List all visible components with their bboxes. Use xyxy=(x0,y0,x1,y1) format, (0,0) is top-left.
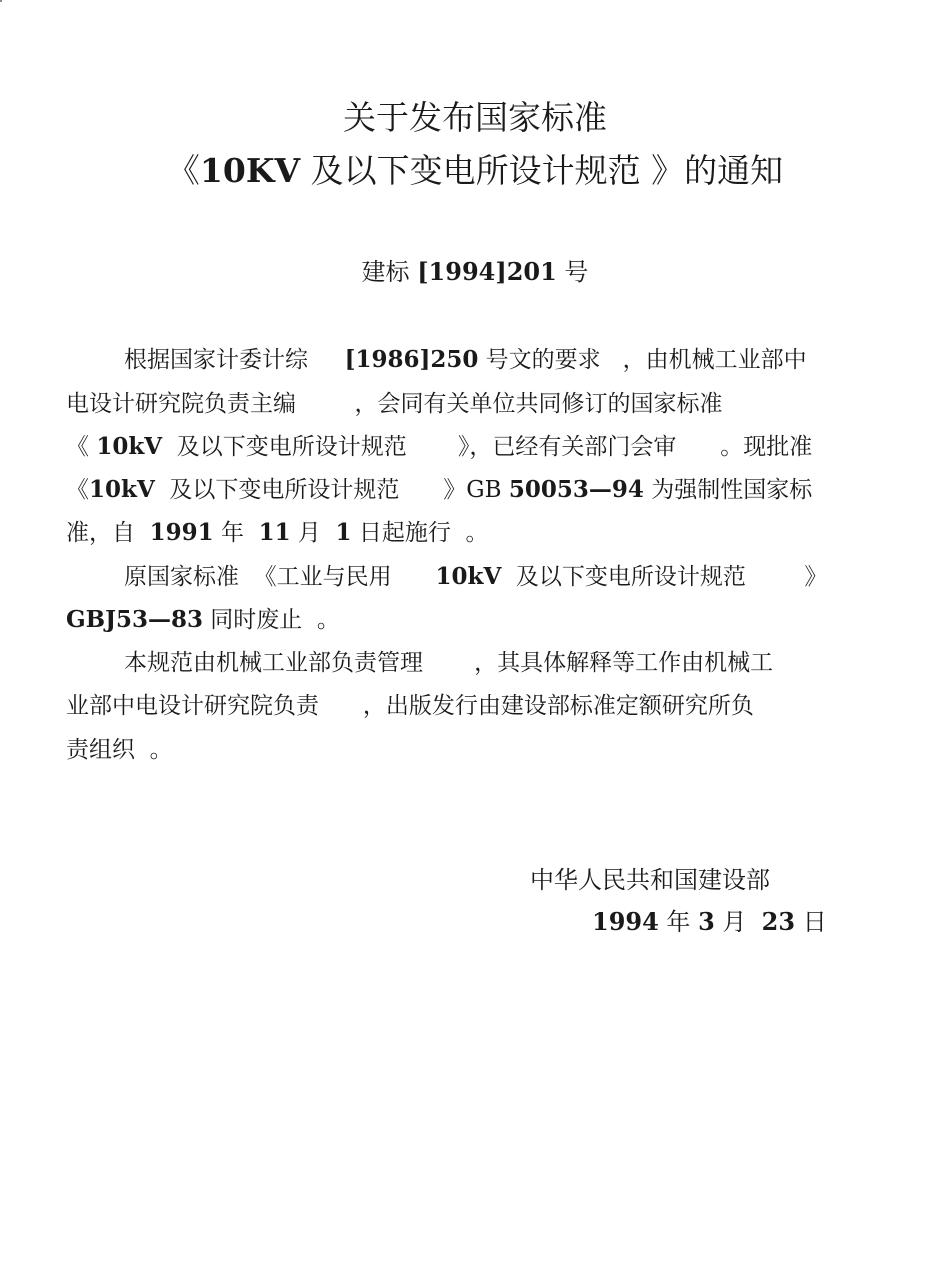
date-year: 1994 xyxy=(592,907,659,936)
text-span: 《 xyxy=(66,477,89,503)
voltage-text: 10kV xyxy=(96,433,163,460)
voltage-text: 10kV xyxy=(435,563,502,590)
paragraph-2-line-1 xyxy=(124,561,884,593)
title-rest: 及以下变电所设计规范 》的通知 xyxy=(300,151,784,190)
docno-number: [1994]201 xyxy=(417,257,557,286)
paragraph-1-line-1 xyxy=(124,344,884,376)
text-span: 根据国家计委计综 xyxy=(124,347,345,373)
voltage-text: 10kV xyxy=(89,476,155,503)
text-span: 日起施行 。 xyxy=(351,520,489,546)
paragraph-2-line-2 xyxy=(66,604,886,636)
issue-date xyxy=(592,906,827,938)
text-span: 准，自 xyxy=(66,520,150,546)
paragraph-1-line-5 xyxy=(66,517,886,549)
effective-year: 1991 xyxy=(149,519,214,546)
text-span: 年 xyxy=(213,520,259,546)
effective-month: 11 xyxy=(258,519,291,546)
docno-suffix: 号 xyxy=(556,258,589,286)
text-span: 月 xyxy=(714,908,762,936)
old-standard-code: GBJ53—83 xyxy=(66,606,203,633)
text-span: 原国家标准 《工业与民用 xyxy=(124,564,436,590)
ref-number: [1986]250 xyxy=(344,346,479,373)
paragraph-3-line-1: 本规范由机械工业部负责管理 ，其具体解释等工作由机械工 xyxy=(124,650,774,676)
text-span: 月 xyxy=(290,520,336,546)
title-line-2 xyxy=(0,151,950,191)
paragraph-1-line-3 xyxy=(66,431,886,463)
paragraph-3-line-3: 责组织 。 xyxy=(66,737,173,763)
paragraph-1-line-2: 电设计研究院负责主编 ，会同有关单位共同修订的国家标准 xyxy=(66,391,723,417)
standard-code: 50053—94 xyxy=(508,476,644,503)
document-number xyxy=(0,255,950,289)
paragraph-1-line-4 xyxy=(66,474,886,506)
date-month: 3 xyxy=(698,907,715,936)
issuing-organization: 中华人民共和国建设部 xyxy=(530,866,770,894)
text-span: 及以下变电所设计规范 》，已经有关部门会审 。现批准 xyxy=(162,434,813,460)
text-span: 为强制性国家标 xyxy=(643,477,813,503)
text-span: 及以下变电所设计规范 》 xyxy=(501,564,828,590)
text-span: 日 xyxy=(795,908,827,936)
text-span: 及以下变电所设计规范 》GB xyxy=(154,477,509,503)
title-voltage: 10KV xyxy=(199,151,301,190)
effective-day: 1 xyxy=(335,519,352,546)
text-span: 《 xyxy=(66,434,97,460)
title-line-1: 关于发布国家标准 xyxy=(343,98,607,137)
text-span: 号文的要求 ，由机械工业部中 xyxy=(478,347,807,373)
paragraph-3-line-2: 业部中电设计研究院负责 ，出版发行由建设部标准定额研究所负 xyxy=(66,693,754,719)
text-span: 年 xyxy=(658,908,699,936)
text-span: 同时废止 。 xyxy=(202,607,340,633)
date-day: 23 xyxy=(761,907,796,936)
docno-prefix: 建标 xyxy=(361,258,418,286)
corner-mark xyxy=(0,0,2,2)
title-open-bracket: 《 xyxy=(166,151,200,190)
